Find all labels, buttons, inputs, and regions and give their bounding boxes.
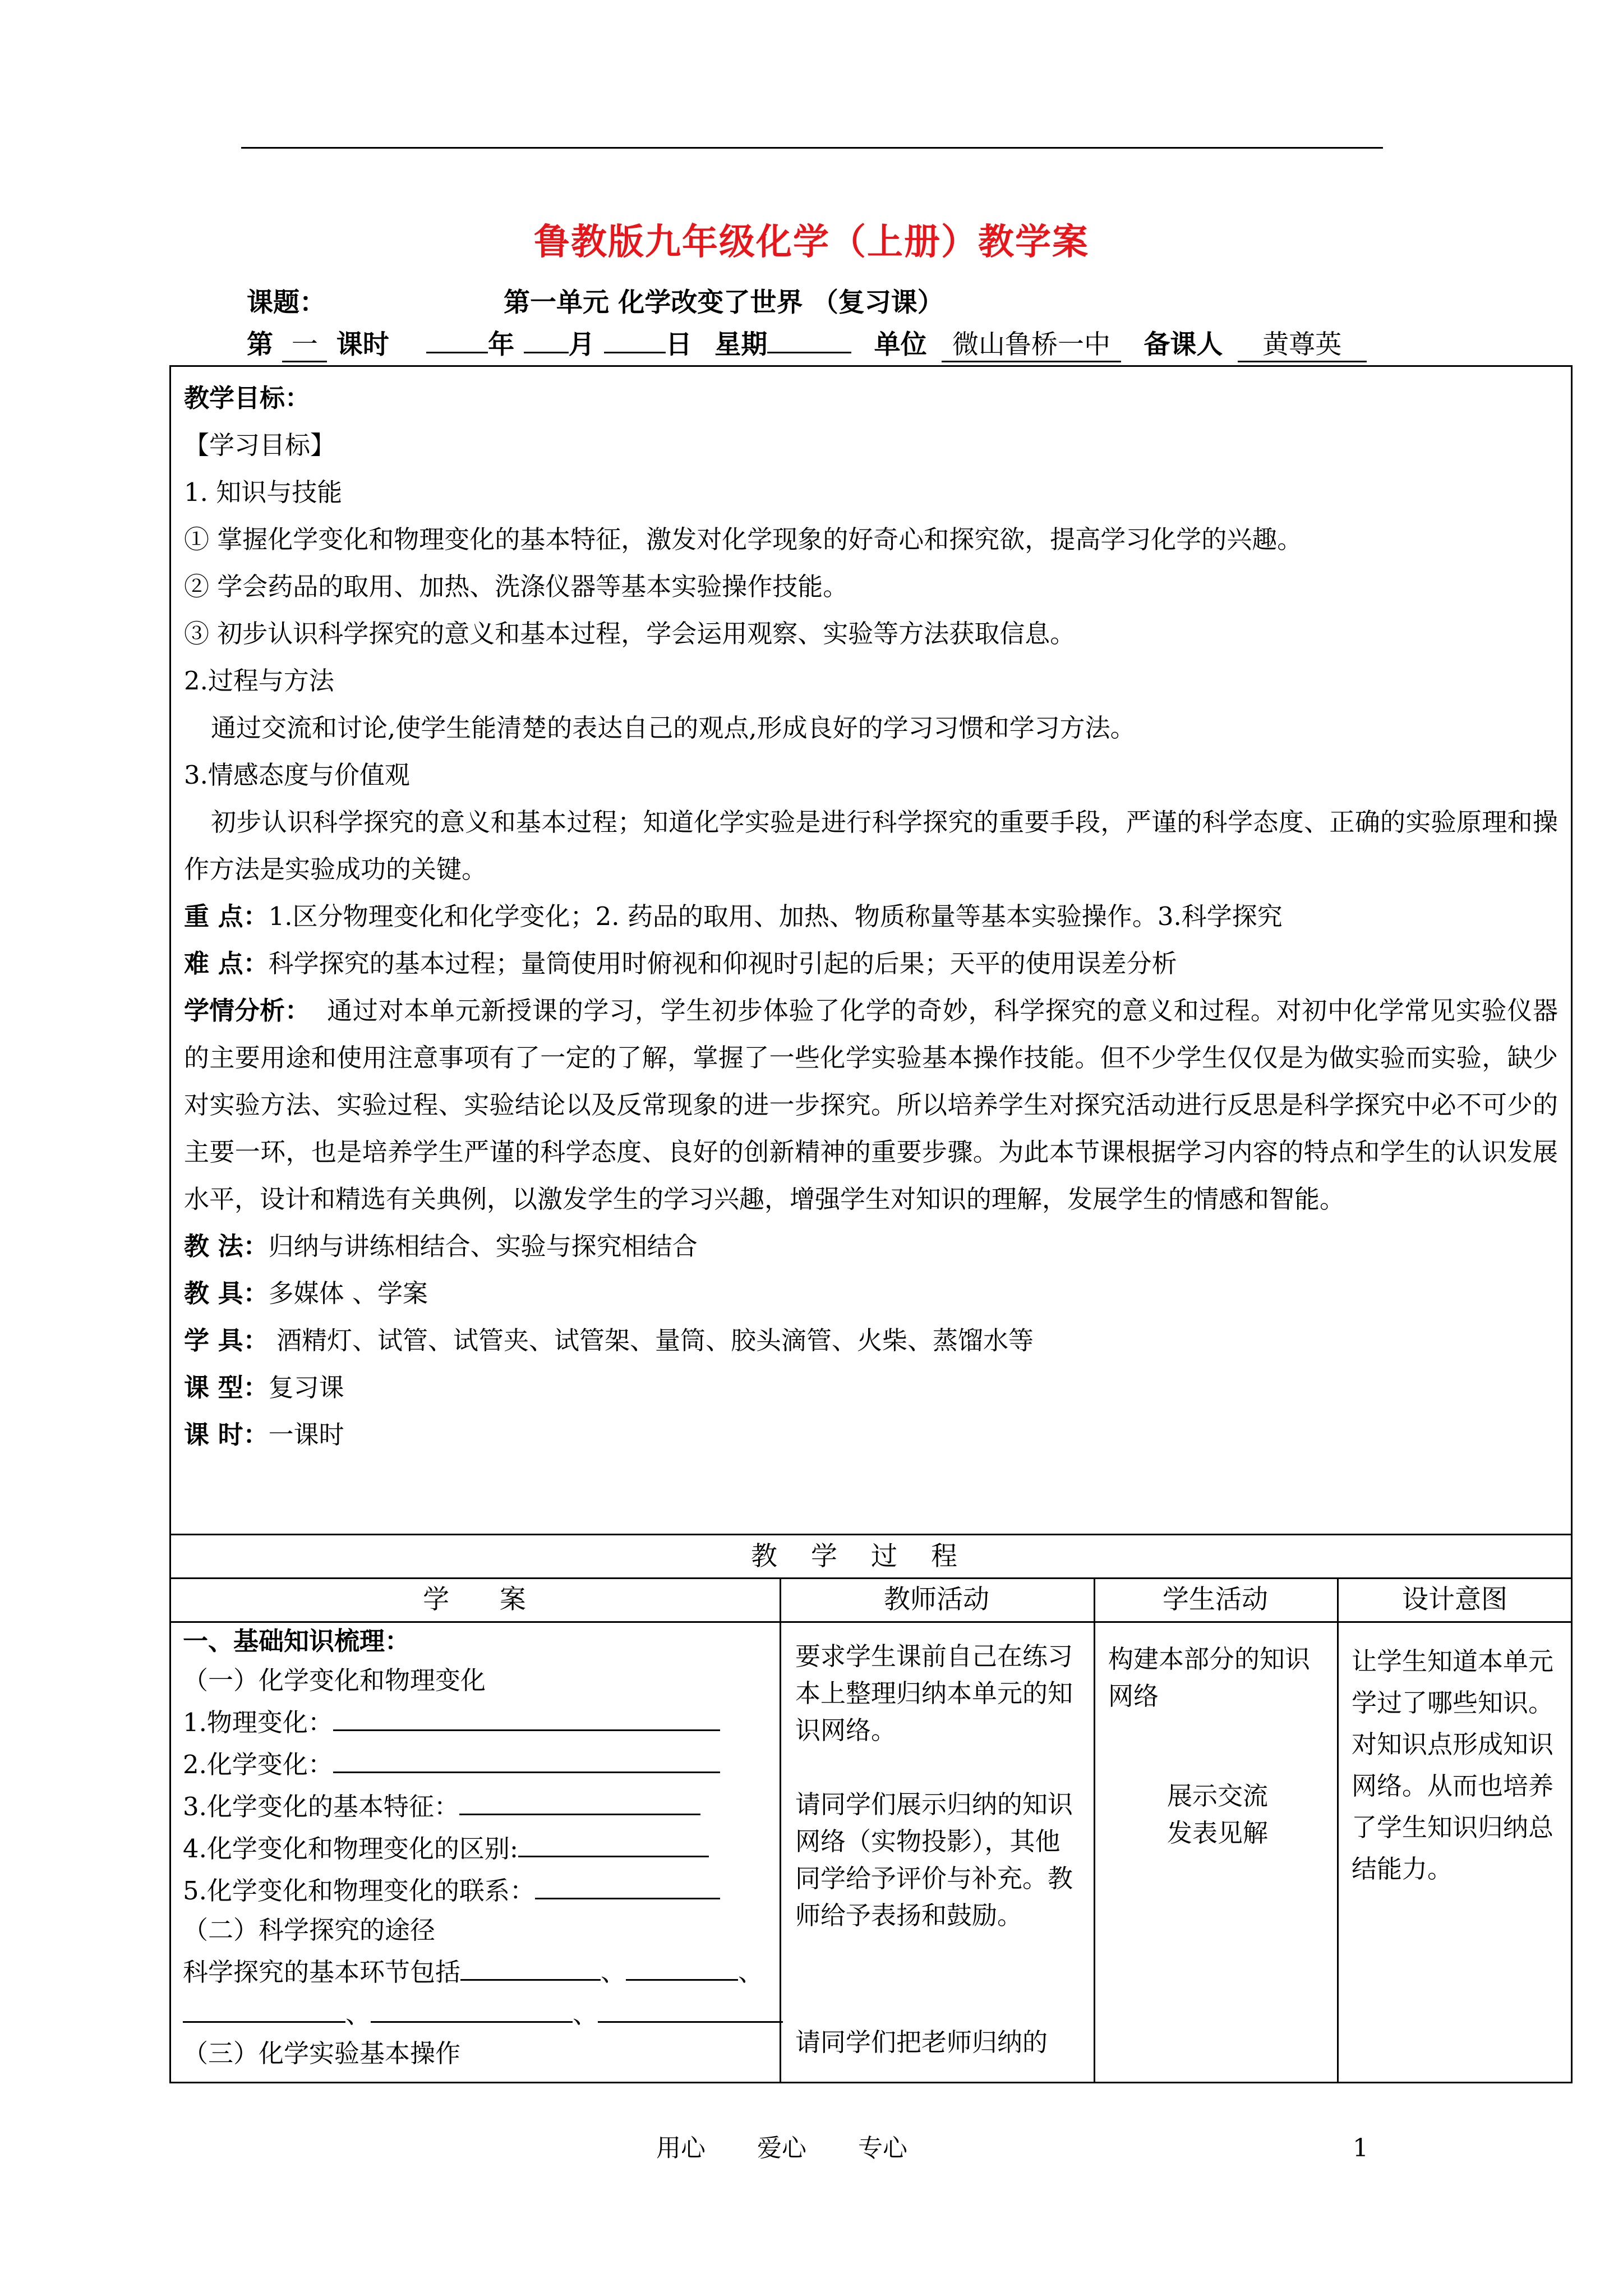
student-activity: 构建本部分的知识网络 [1108,1644,1311,1711]
analysis-row [184,987,1558,1223]
learning-objectives-heading: 【学习目标】 [184,430,336,460]
difficult-points-label: 难 点： [184,949,269,978]
footer-motto: 用心 [656,2134,706,2162]
table-column-rule [1094,1577,1095,2083]
plan-inquiry-line [183,1951,772,1991]
fill-blank [371,1993,573,2023]
column-header-plan: 学 案 [423,1584,526,1615]
unit-label: 单位 [874,329,927,360]
difficult-points-row [184,940,1558,987]
teaching-tools-text: 多媒体 、学案 [268,1278,428,1308]
plan-inquiry-line [183,1993,772,2033]
student-activity: 发表见解 [1166,1818,1268,1848]
key-points-text: 1.区分物理变化和化学变化；2. 药品的取用、加热、物质称量等基本实验操作。3.科学探究 [268,901,1283,931]
plan-fill-label: 5.化学变化和物理变化的联系： [183,1876,535,1906]
knowledge-heading: 1. 知识与技能 [184,477,343,507]
objectives-heading: 教学目标： [184,383,311,413]
month-label: 月 [568,329,595,360]
student-tools-row [184,1317,1558,1364]
teacher-activity: 请同学们把老师归纳的 [795,2027,1048,2057]
plan-fill-label: 2.化学变化： [183,1750,333,1779]
fill-blank [333,1743,720,1773]
lesson-type-row [184,1364,1558,1411]
fill-blank [460,1951,601,1981]
fill-blank [459,1786,700,1815]
process-method-text: 通过交流和讨论,使学生能清楚的表达自己的观点,形成良好的学习习惯和学习方法。 [211,713,1136,743]
year-blank [426,352,488,353]
month-blank [524,352,569,353]
plan-subheading: （一）化学变化和物理变化 [183,1665,486,1695]
plan-subheading: （三）化学实验基本操作 [183,2039,461,2068]
fill-blank [333,1701,720,1731]
teaching-tools-row [184,1270,1558,1317]
plan-fill-label: 4.化学变化和物理变化的区别: [183,1834,519,1864]
fill-blank [626,1951,738,1981]
key-points-row [184,893,1558,940]
fill-blank [535,1870,720,1899]
unit-value: 微山鲁桥一中 [942,329,1121,362]
lesson-type-label: 课 型： [184,1373,269,1402]
student-tools-text: 酒精灯、试管、试管夹、试管架、量筒、胶头滴管、火柴、蒸馏水等 [268,1326,1034,1355]
teacher-activity: 请同学们展示归纳的知识网络（实物投影），其他同学给予评价与补充。教师给予表扬和鼓励。 [795,1789,1073,1930]
plan-fill-item [183,1786,772,1825]
process-method-heading: 2.过程与方法 [184,666,334,696]
student-activity: 展示交流 [1166,1781,1268,1811]
document-title: 鲁教版九年级化学（上册）教学案 [534,221,1089,263]
page-number: 1 [1353,2134,1368,2162]
method-text: 归纳与讲练相结合、实验与探究相结合 [268,1231,698,1261]
plan-section-title: 一、基础知识梳理： [183,1626,411,1656]
plan-fill-item [183,1828,772,1867]
plan-inquiry-label: 科学探究的基本环节包括 [183,1957,461,1987]
period-suffix: 课时 [336,329,389,360]
design-column: 让学生知道本单元学过了哪些知识。对知识点形成知识网络。从而也培养了学生知识归纳总结能力。 [1352,1646,1554,1884]
lesson-type-text: 复习课 [268,1373,344,1402]
lesson-hours-label: 课 时： [184,1420,269,1450]
topic-label: 课题： [247,287,326,318]
preparer-value: 黄尊英 [1238,329,1367,362]
week-label: 星期 [714,329,768,360]
day-blank [604,352,666,353]
plan-fill-item [183,1743,772,1783]
table-column-rule [1337,1577,1339,2083]
separator: 、 [573,1999,598,2029]
lesson-info-line [247,325,1367,365]
fill-blank [518,1828,709,1857]
separator: 、 [345,1999,371,2029]
objectives-section [184,375,1558,1458]
column-header-student: 学生活动 [1163,1584,1268,1615]
process-heading: 教学过程 [751,1541,991,1572]
plan-fill-item [183,1701,772,1741]
knowledge-item: ② 学会药品的取用、加热、洗涤仪器等基本实验操作技能。 [184,572,849,601]
student-column [1108,1641,1327,1852]
footer-motto: 专心 [858,2134,907,2162]
knowledge-item: ① 掌握化学变化和物理变化的基本特征，激发对化学现象的好奇心和探究欲，提高学习化学的兴趣。 [184,524,1303,554]
week-blank [767,352,851,353]
analysis-text: 通过对本单元新授课的学习，学生初步体验了化学的奇妙，科学探究的意义和过程。对初中化学常见实验仪器的主要用途和使用注意事项有了一定的了解，掌握了一些化学实验基本操作技能。但不少学生仅仅是为做实验而实验，缺少对实验方法、实验过程、实验结论以及反常现象的进一步探究。所以培养学生对探究活动进行反思是科学探究中必不可少的主要一环，也是培养学生严谨的科学态度、良好的创新精神的重要步骤。为此本节课根据学习内容的特点和学生的认识发展水平，设计和精选有关典例，以激发学生的学习兴趣，增强学生对知识的理解，发展学生的情感和智能。 [184,996,1558,1214]
key-points-label: 重 点： [184,901,269,931]
column-header-teacher: 教师活动 [884,1584,989,1615]
lesson-hours-row [184,1411,1558,1458]
separator: 、 [601,1957,626,1987]
day-label: 日 [665,329,692,360]
fill-blank [598,1993,783,2023]
plan-fill-label: 1.物理变化： [183,1708,333,1737]
topic-value: 第一单元 化学改变了世界 （复习课） [504,287,944,318]
teaching-tools-label: 教 具： [184,1278,269,1308]
preparer-label: 备课人 [1144,329,1223,360]
footer-motto: 爱心 [757,2134,806,2162]
separator: 、 [738,1957,764,1987]
plan-fill-label: 3.化学变化的基本特征： [183,1792,459,1821]
lesson-hours-text: 一课时 [268,1420,344,1450]
student-tools-label: 学 具： [184,1326,269,1355]
knowledge-item: ③ 初步认识科学探究的意义和基本过程，学会运用观察、实验等方法获取信息。 [184,619,1076,648]
column-header-design: 设计意图 [1402,1584,1507,1615]
header-rule [241,147,1383,149]
teacher-activity: 要求学生课前自己在练习本上整理归纳本单元的知识网络。 [795,1641,1073,1745]
analysis-label: 学情分析： [184,996,311,1025]
fill-blank [183,1993,345,2023]
attitude-heading: 3.情感态度与价值观 [184,760,410,790]
attitude-text: 初步认识科学探究的意义和基本过程；知道化学实验是进行科学探究的重要手段，严谨的科学态度、正确的实验原理和操作方法是实验成功的关键。 [184,807,1558,884]
method-label: 教 法： [184,1231,269,1261]
period-value: 一 [282,329,327,362]
plan-fill-item [183,1870,772,1910]
plan-column [183,1623,772,2072]
year-label: 年 [488,329,515,360]
period-prefix: 第 [247,329,273,360]
method-row [184,1223,1558,1270]
teacher-column [795,1638,1081,2061]
difficult-points-text: 科学探究的基本过程；量筒使用时俯视和仰视时引起的后果；天平的使用误差分析 [268,949,1177,978]
plan-subheading: （二）科学探究的途径 [183,1915,436,1945]
